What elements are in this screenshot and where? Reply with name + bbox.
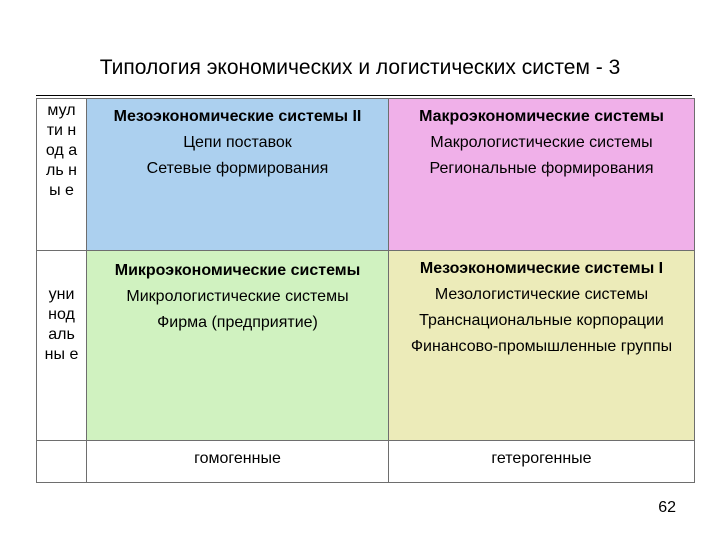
cell-line: Транснациональные корпорации xyxy=(419,312,664,329)
cell-line: Макрологистические системы xyxy=(430,134,653,151)
cell-line: Сетевые формирования xyxy=(146,160,329,177)
cell-heading: Макроэкономические системы xyxy=(419,108,664,125)
row-label-text: уни нод аль ны е xyxy=(44,286,79,363)
corner-cell xyxy=(37,441,87,483)
cell-line: Фирма (предприятие) xyxy=(157,314,318,331)
table-row-unimodal xyxy=(37,251,695,441)
cell-line: Мезологистические системы xyxy=(434,286,649,303)
cell-meso-systems-2 xyxy=(87,99,389,251)
title-underline xyxy=(36,95,692,96)
cell-micro-systems xyxy=(87,251,389,441)
row-label-text: мул ти нод аль ны е xyxy=(45,102,78,199)
page-number: 62 xyxy=(658,499,676,516)
cell-line: Цепи поставок xyxy=(183,134,292,151)
cell-heading: Мезоэкономические системы II xyxy=(113,108,362,125)
row-label-multinodal xyxy=(37,99,87,251)
cell-heading: Микроэкономические системы xyxy=(114,262,361,279)
table-row-column-labels xyxy=(37,441,695,483)
cell-macro-systems xyxy=(389,99,695,251)
cell-line: Региональные формирования xyxy=(429,160,654,177)
row-label-uninodal xyxy=(37,251,87,441)
column-label-heterogeneous: гетерогенные xyxy=(389,441,695,483)
slide-title: Типология экономических и логистических систем - 3 xyxy=(99,56,621,79)
column-label-homogeneous: гомогенные xyxy=(87,441,389,483)
cell-line: Микрологистические системы xyxy=(126,288,349,305)
typology-table xyxy=(36,98,695,483)
cell-meso-systems-1 xyxy=(389,251,695,441)
table-row-multinodal xyxy=(37,99,695,251)
cell-heading: Мезоэкономические системы I xyxy=(419,260,664,277)
cell-line: Финансово-промышленные группы xyxy=(410,338,673,355)
